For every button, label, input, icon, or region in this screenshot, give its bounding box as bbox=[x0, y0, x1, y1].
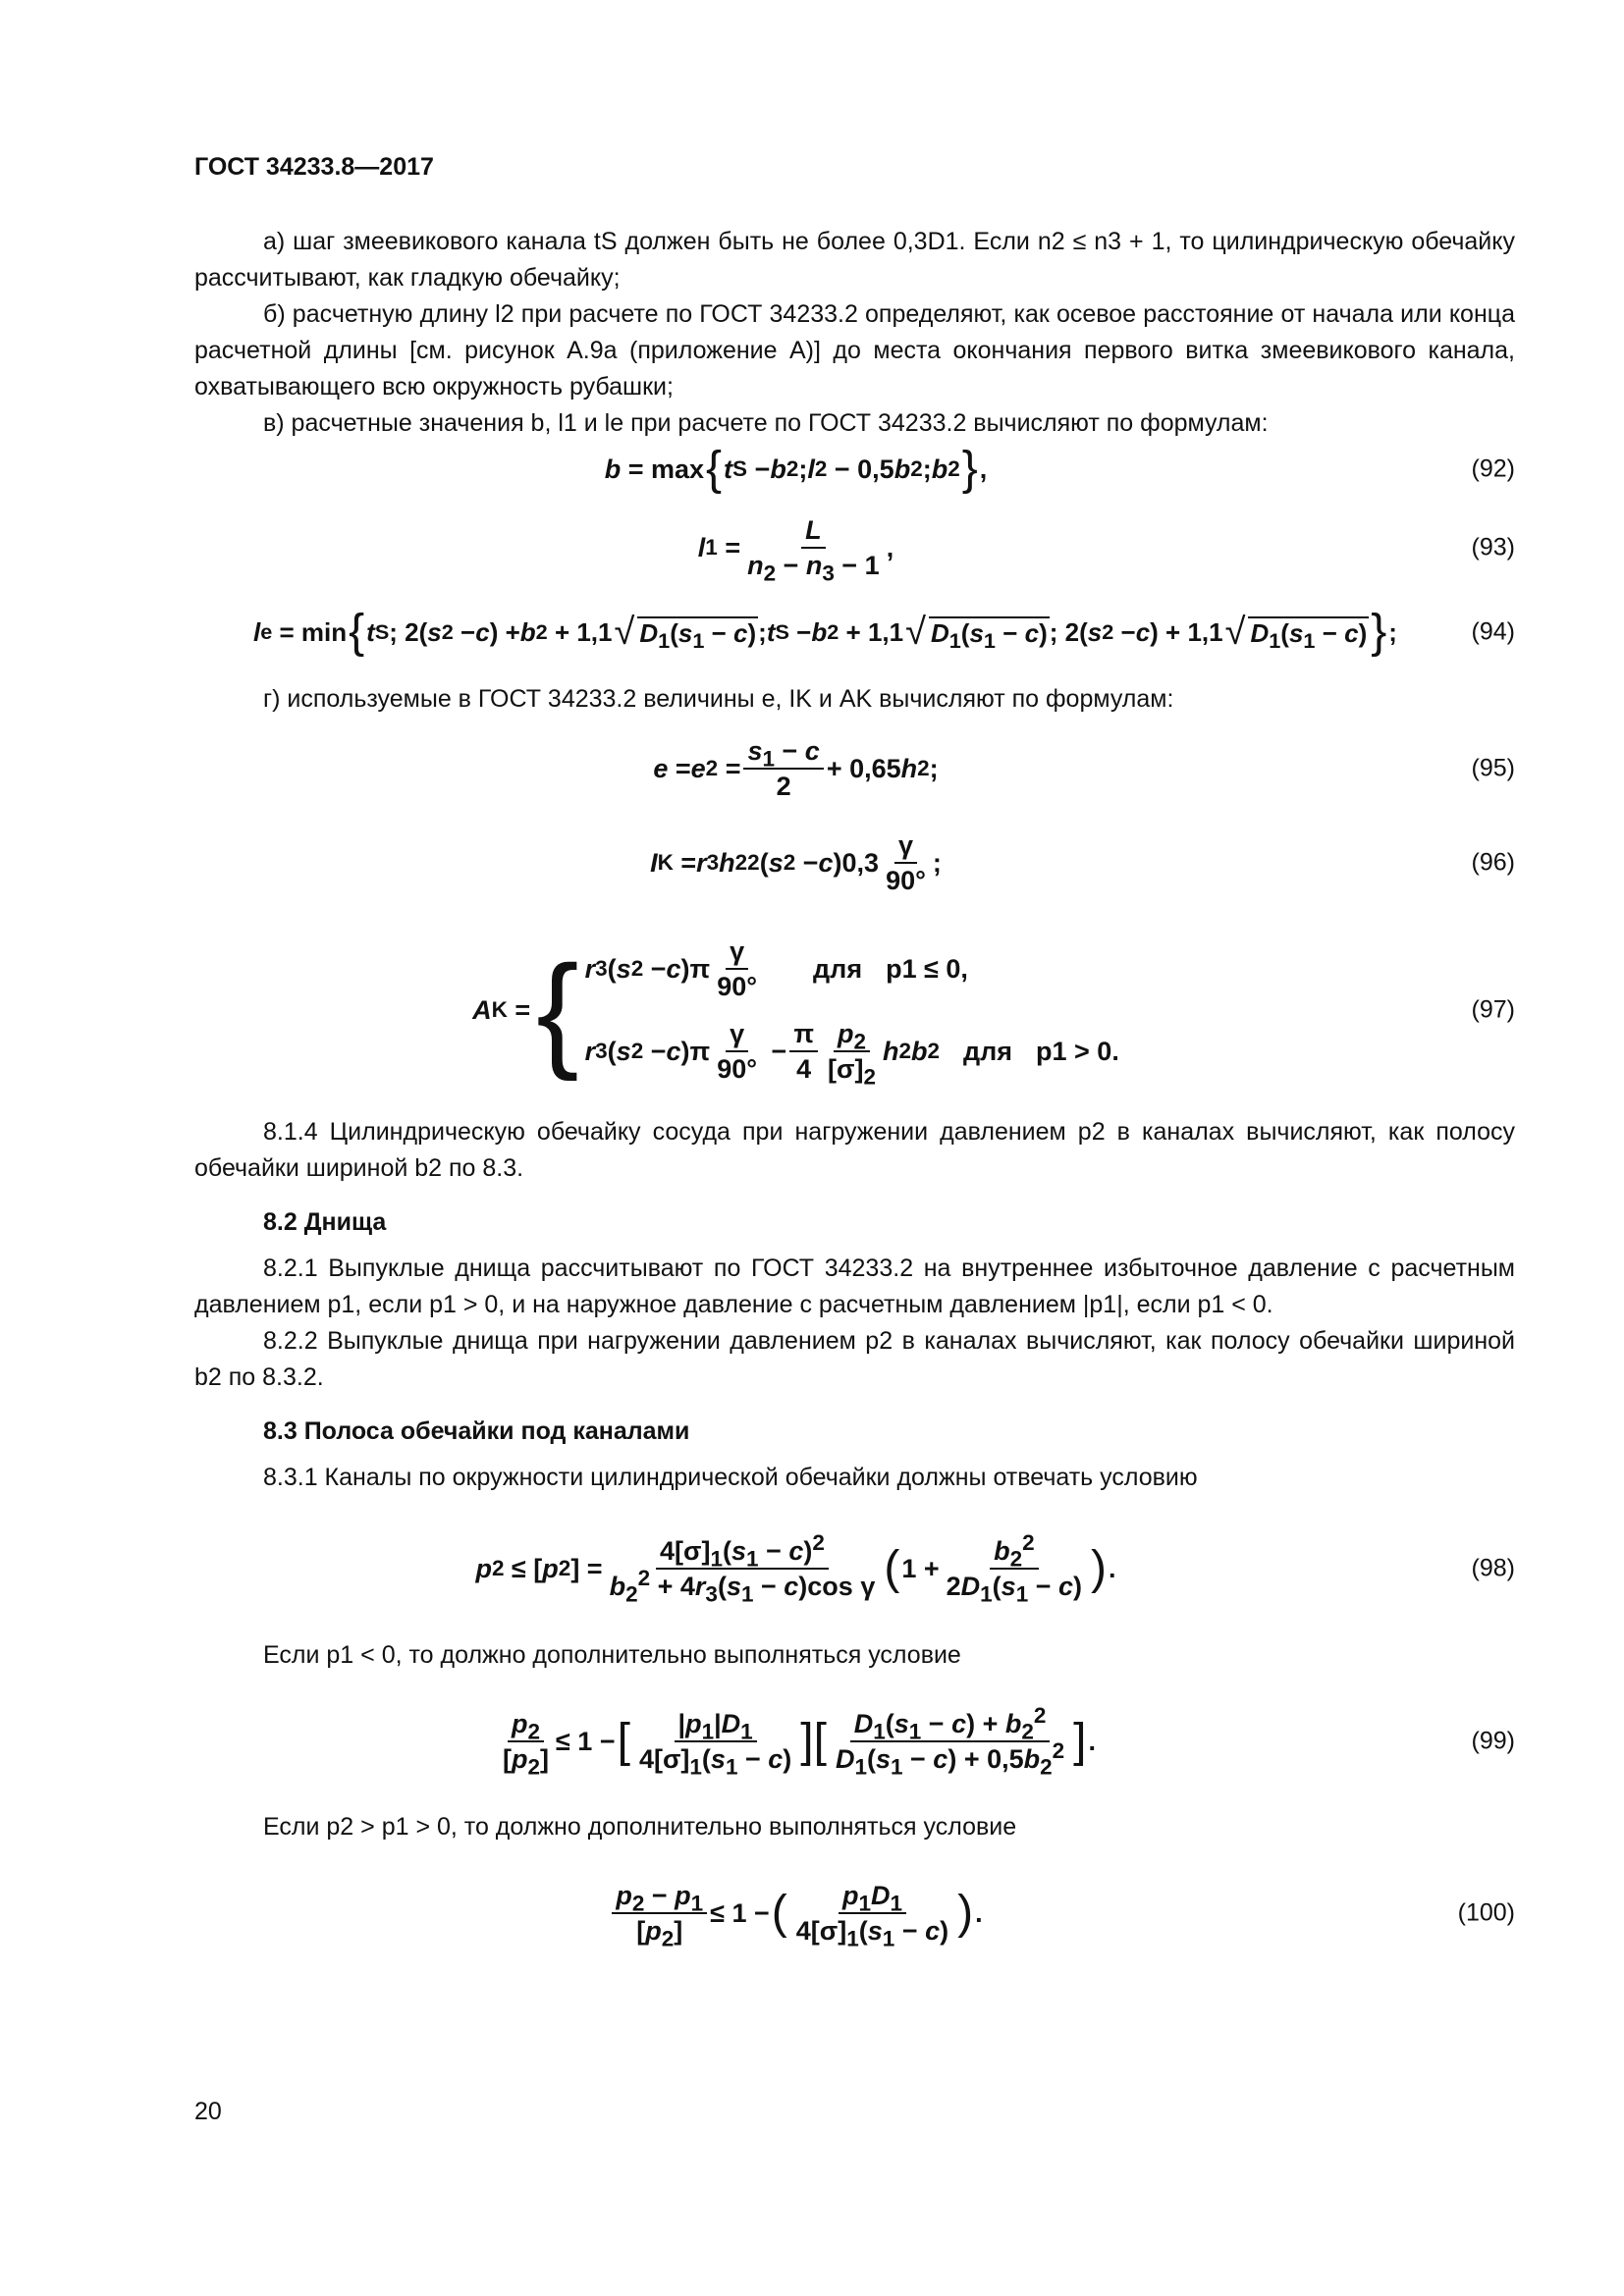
page-number: 20 bbox=[194, 2098, 222, 2125]
formula-93 bbox=[194, 503, 1515, 593]
formula-97 bbox=[194, 922, 1515, 1098]
formula-number: (93) bbox=[1471, 533, 1515, 561]
paragraph-g: г) используемые в ГОСТ 34233.2 величины e, IK и AK вычисляют по формулам: bbox=[263, 685, 1174, 713]
formula-number: (98) bbox=[1471, 1554, 1515, 1582]
formula-number: (94) bbox=[1471, 617, 1515, 646]
paragraph-8-3-1: 8.3.1 Каналы по окружности цилиндрической обечайки должны отвечать условию bbox=[263, 1464, 1198, 1491]
paragraph-if-1: Если p1 < 0, то должно дополнительно выполняться условие bbox=[263, 1641, 961, 1669]
formula-98-body: p 2 ≤ [ p 2 ] = $4[\sigma]_1(s_1 - c)^2$ $b_2^2 + 4r_3(s_1 - c)\cos$ γ ( 1 + $b_2^2$ $2D_1(s_1 - c)$ ) . bbox=[475, 1530, 1116, 1607]
paragraph-if-2: Если p2 > p1 > 0, то должно дополнительно выполняться условие bbox=[263, 1813, 1017, 1841]
page-content bbox=[194, 224, 1515, 1971]
formula-94-body: l e = min { t S ; 2( s 2 − c ) + b 2 + 1,1 √ $D_1(s_1 - c)$ ; t S − b 2 + 1,1 √ $D_1(s_1 - c)$ ; 2( s 2 − c ) + 1,1 √ $D_1(s_1 - c)$ } ; bbox=[253, 606, 1397, 658]
formula-number: (95) bbox=[1471, 754, 1515, 782]
section-heading-8-3: 8.3 Полоса обечайки под каналами bbox=[263, 1417, 690, 1445]
formula-number: (96) bbox=[1471, 848, 1515, 877]
paragraph-8-1-4: 8.1.4 Цилиндрическую обечайку сосуда при нагружении давлением p2 в каналах вычисляют, как полосу обечайки шириной b2 по 8.3. bbox=[194, 1118, 1515, 1182]
paragraph-a: а) шаг змеевикового канала tS должен быть не более 0,3D1. Если n2 ≤ n3 + 1, то цилиндрическую обечайку рассчитывают, как гладкую обечайку; bbox=[194, 228, 1515, 292]
case-condition-2: p1 > 0. bbox=[1036, 1036, 1119, 1066]
case-word: для bbox=[813, 953, 863, 984]
paragraph-b: б) расчетную длину l2 при расчете по ГОСТ 34233.2 определяют, как осевое расстояние от начала или конца расчетной длины [см. рисунок А.9а (приложение А)] до места окончания первого витка змеевикового канала, охватывающего всю окружность рубашки; bbox=[194, 300, 1515, 400]
case-condition-1: p1 ≤ 0, bbox=[886, 953, 968, 984]
document-header: ГОСТ 34233.8—2017 bbox=[194, 153, 434, 181]
formula-number: (100) bbox=[1457, 1898, 1515, 1927]
paragraph-v: в) расчетные значения b, l1 и le при расчете по ГОСТ 34233.2 вычисляют по формулам: bbox=[263, 409, 1269, 437]
formula-number: (92) bbox=[1471, 454, 1515, 483]
formula-96 bbox=[194, 818, 1515, 908]
formula-93-body: l 1 = L $n_2 - n_3 - 1$ , bbox=[697, 515, 894, 586]
formula-92-body: b = max { t S − b 2 ; l 2 − 0,5 b 2 ; b 2 } , bbox=[604, 443, 988, 495]
formula-97-body: A K = { r 3 ( s 2 − c )π γ 90° для p1 ≤ 0, r 3 ( s 2 − c )π γ 90° − π 4 $p_2$ $[\sigma]_2$ h 2 b 2 для p1 > 0. bbox=[472, 936, 1119, 1090]
formula-99 bbox=[194, 1683, 1515, 1799]
case-word: для bbox=[962, 1036, 1013, 1066]
formula-95 bbox=[194, 723, 1515, 814]
formula-100-body: $p_2 - p_1$ $[p_2]$ ≤ 1 − ( $p_1D_1$ $4[\sigma]_1(s_1 - c)$ ) . bbox=[609, 1881, 982, 1946]
formula-100 bbox=[194, 1855, 1515, 1971]
formula-99-body: $p_2$ $[p_2]$ ≤ 1 − [ $|p_1|D_1$ $4[\sigma]_1(s_1 - c)$ ][ $D_1(s_1 - c) + b_2^2$ $D_1(s_1 - c) + 0,5b_2^2$ ] . bbox=[502, 1703, 1097, 1780]
formula-number: (97) bbox=[1471, 995, 1515, 1024]
paragraph-8-2-1: 8.2.1 Выпуклые днища рассчитывают по ГОСТ 34233.2 на внутреннее избыточное давление с расчетным давлением p1, если p1 > 0, и на наружное давление с расчетным давлением |p1|, если p1 < 0. bbox=[194, 1255, 1515, 1318]
formula-95-body: e = e 2 = $s_1 - c$ 2 + 0,65 h 2 ; bbox=[653, 736, 939, 801]
paragraph-8-2-2: 8.2.2 Выпуклые днища при нагружении давлением p2 в каналах вычисляют, как полосу обечайки шириной b2 по 8.3.2. bbox=[194, 1327, 1515, 1391]
formula-number: (99) bbox=[1471, 1727, 1515, 1755]
formula-94 bbox=[194, 593, 1515, 671]
formula-98 bbox=[194, 1510, 1515, 1628]
formula-92 bbox=[194, 442, 1515, 497]
section-heading-8-2: 8.2 Днища bbox=[263, 1208, 387, 1236]
formula-96-body: I K = r 3 h 2 2 ( s 2 − c )0,3 γ 90° ; bbox=[650, 830, 942, 895]
